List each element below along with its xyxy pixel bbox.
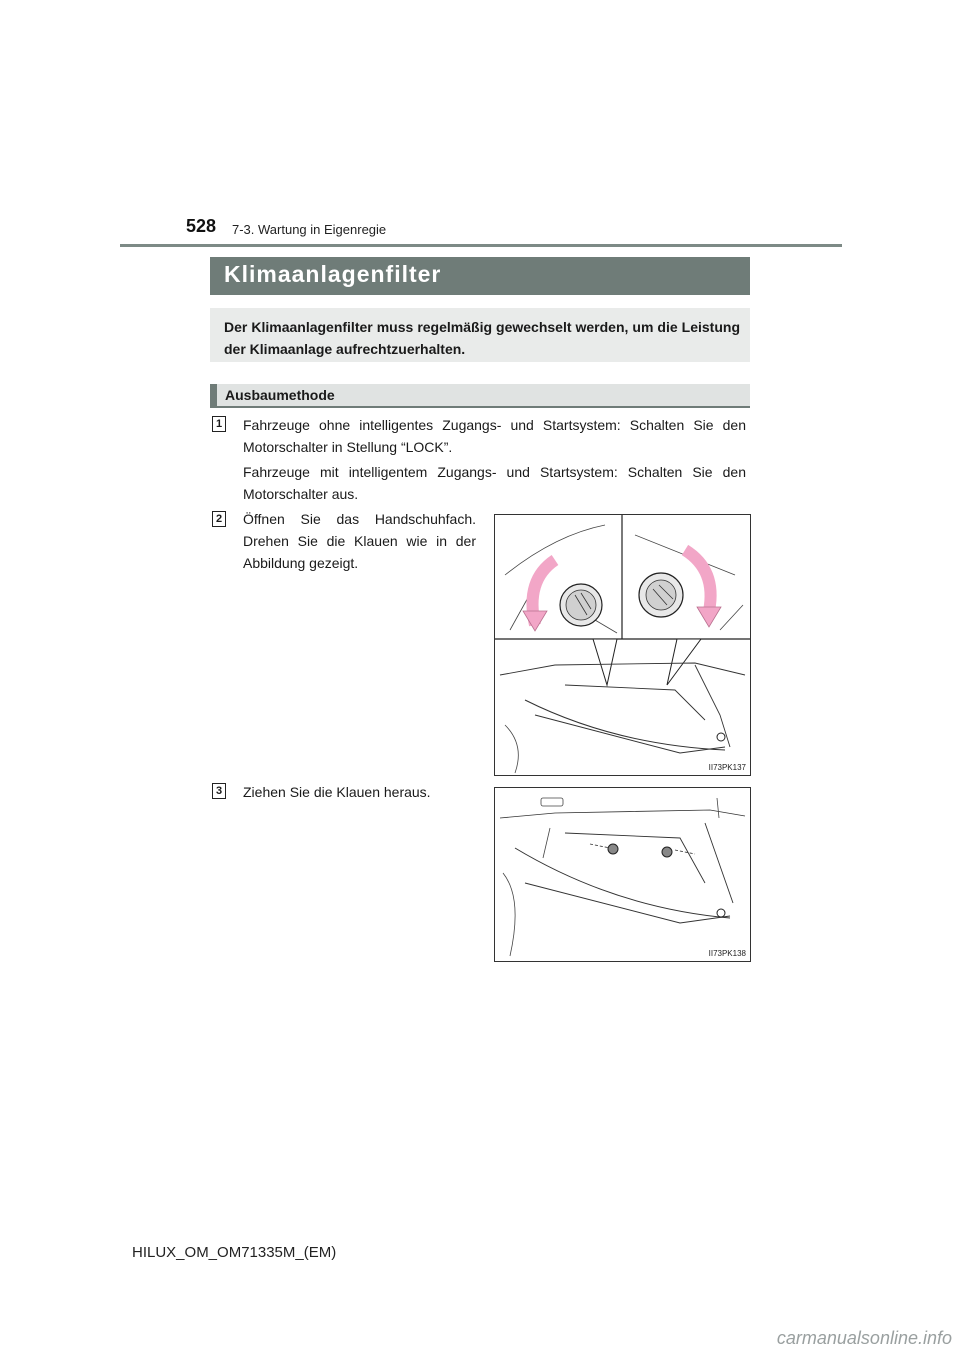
step-badge-2: 2 [212, 511, 226, 527]
figure-code-1: II73PK137 [708, 763, 746, 772]
intro-box: Der Klimaanlagenfilter muss regelmäßig gewechselt werden, um die Leistung der Klimaanlage aufrechtzuerhalten. [210, 308, 750, 362]
page-title: Klimaanlagenfilter [210, 257, 750, 295]
page-number: 528 [186, 216, 217, 236]
subsection-heading: Ausbaumethode [210, 384, 750, 408]
step-badge-3: 3 [212, 783, 226, 799]
figure-code-2: II73PK138 [708, 949, 746, 958]
step-2-text: Öffnen Sie das Handschuhfach. Drehen Sie die Klauen wie in der Abbildung gezeigt. [243, 511, 476, 571]
section-reference: 7-3. Wartung in Eigenregie [232, 222, 387, 237]
figure-glovebox-pull-claws [494, 787, 751, 962]
header-divider [120, 244, 842, 247]
glovebox-rotate-illustration [495, 515, 750, 775]
watermark: carmanualsonline.info [776, 1328, 952, 1348]
document-code: HILUX_OM_OM71335M_(EM) [132, 1244, 337, 1261]
figure-glovebox-rotate-claws [494, 514, 751, 776]
step-3-text: Ziehen Sie die Klauen heraus. [243, 784, 431, 800]
step-1-text-a: Fahrzeuge ohne intelligentes Zugangs- und Startsystem: Schalten Sie den Motorschalter in Stellung “LOCK”. [243, 417, 746, 455]
step-1-text-b: Fahrzeuge mit intelligentem Zugangs- und Startsystem: Schalten Sie den Motorschalter aus. [243, 464, 746, 502]
glovebox-pull-illustration [495, 788, 750, 961]
step-badge-1: 1 [212, 416, 226, 432]
